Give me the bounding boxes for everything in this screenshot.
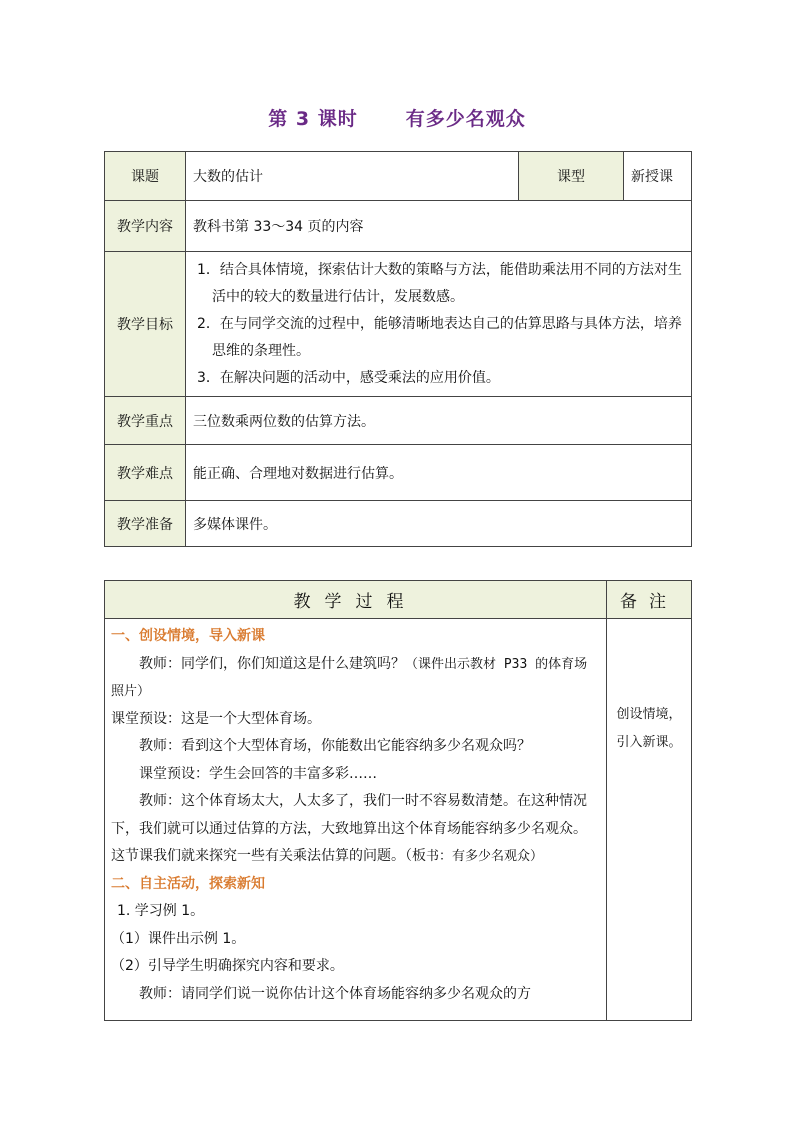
lesson-info-table: [104, 151, 692, 547]
process-body: [105, 619, 607, 1021]
goal-item: 3．在解决问题的活动中，感受乘法的应用价值。: [197, 370, 500, 386]
board-note: 书：有多少名观众）: [426, 849, 544, 864]
teacher-line: 教师：同学们，你们知道这是什么建筑吗？: [139, 655, 405, 672]
paragraph: [111, 651, 600, 706]
content-value: 教科书第 33～34 页的内容: [186, 201, 692, 252]
difficulty-value: 能正确、合理地对数据进行估算。: [186, 445, 692, 501]
goal-item: 2．在与同学交流的过程中，能够清晰地表达自己的估算思路与具体方法，培养思维的条理性。: [197, 316, 682, 359]
lesson-number: 第 3 课时: [268, 108, 358, 130]
key-label: 教学重点: [105, 397, 186, 445]
goal-item: 1．结合具体情境，探索估计大数的策略与方法，能借助乘法用不同的方法对生活中的较大的数量进行估计，发展数感。: [197, 262, 682, 305]
teacher-line: 教师：这个体育场太大，人太多了，我们一时不容易数清楚。在这种情况下，我们就可以通过估算的方法，大致地算出这个体育场能容纳多少名观众。这节课我们就来探究一些有关乘法估算的问题。（板: [111, 793, 587, 864]
notes-header: 备注: [607, 581, 692, 619]
paragraph: [111, 788, 600, 871]
goals-list: [186, 252, 692, 397]
lesson-name: 有多少名观众: [405, 108, 526, 130]
goals-label: 教学目标: [105, 252, 186, 397]
prep-value: 多媒体课件。: [186, 501, 692, 547]
notes-cell: [607, 619, 692, 1021]
section-heading: 一、创设情境，导入新课: [111, 628, 265, 644]
topic-value: 大数的估计: [186, 152, 519, 201]
section-heading: 二、自主活动，探索新知: [111, 875, 265, 892]
topic-label: 课题: [105, 152, 186, 201]
courseware-note: （课件出示教材 P33 的体育场照片）: [111, 656, 588, 699]
page-title: [0, 104, 794, 131]
paragraph: 1. 学习例 1。: [117, 903, 205, 919]
teaching-process-table: [104, 580, 692, 1021]
process-header: 教学过程: [105, 581, 607, 619]
paragraph: 课堂预设：学生会回答的丰富多彩……: [139, 765, 377, 782]
paragraph: 教师：请同学们说一说你估计这个体育场能容纳多少名观众的方: [139, 985, 531, 1002]
type-value: 新授课: [624, 152, 692, 201]
type-label: 课型: [519, 152, 624, 201]
note-line: 引入新课。: [616, 735, 682, 750]
difficulty-label: 教学难点: [105, 445, 186, 501]
key-value: 三位数乘两位数的估算方法。: [186, 397, 692, 445]
paragraph: （1）课件出示例 1。: [111, 930, 246, 947]
paragraph: （2）引导学生明确探究内容和要求。: [111, 958, 344, 974]
prep-label: 教学准备: [105, 501, 186, 547]
content-label: 教学内容: [105, 201, 186, 252]
note-line: 创设情境，: [616, 707, 682, 722]
paragraph: 课堂预设：这是一个大型体育场。: [111, 710, 321, 727]
paragraph: 教师：看到这个大型体育场，你能数出它能容纳多少名观众吗？: [139, 738, 531, 754]
